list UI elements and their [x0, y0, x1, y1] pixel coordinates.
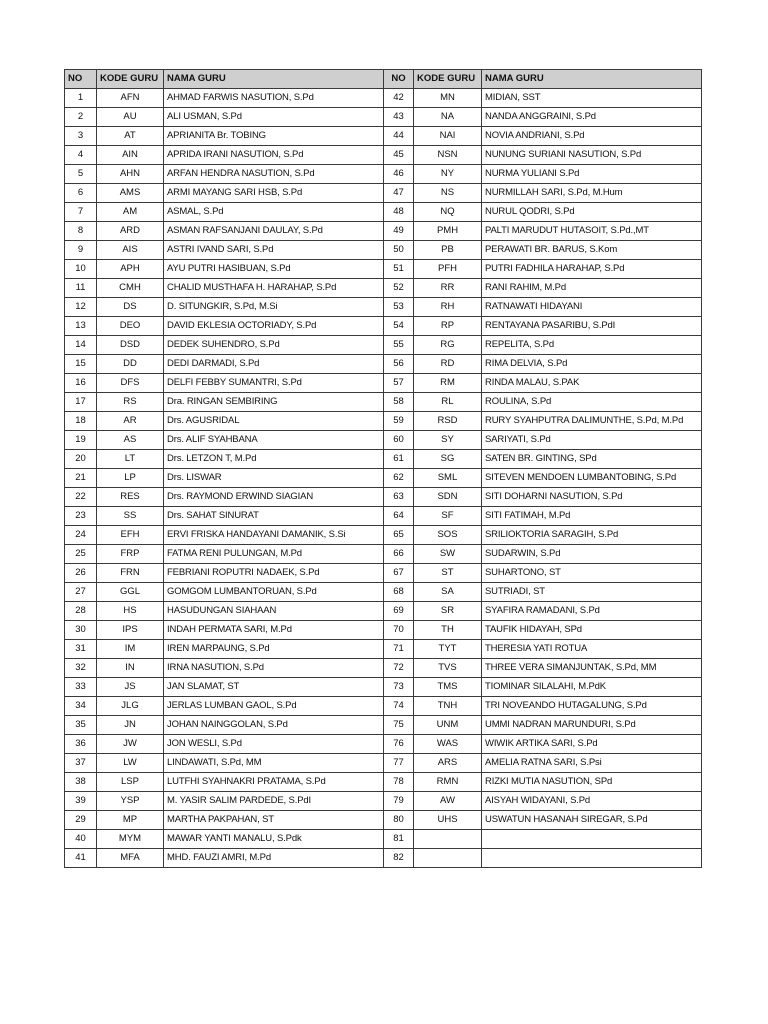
- teacher-code-right: SDN: [414, 488, 482, 507]
- row-number-right: 62: [384, 469, 414, 488]
- table-row: [65, 469, 702, 488]
- header-kode-guru-left: KODE GURU: [97, 70, 164, 89]
- teacher-name-left: FATMA RENI PULUNGAN, M.Pd: [164, 545, 384, 564]
- row-number-right: 46: [384, 165, 414, 184]
- row-number-left: 7: [65, 203, 97, 222]
- table-row: [65, 279, 702, 298]
- teacher-name-left: Drs. LISWAR: [164, 469, 384, 488]
- teacher-code-right: TNH: [414, 697, 482, 716]
- row-number-left: 31: [65, 640, 97, 659]
- teacher-name-left: DELFI FEBBY SUMANTRI, S.Pd: [164, 374, 384, 393]
- table-header: [65, 70, 702, 89]
- row-number-left: 1: [65, 89, 97, 108]
- teacher-code-left: FRP: [97, 545, 164, 564]
- teacher-code-right: SG: [414, 450, 482, 469]
- teacher-code-right: UHS: [414, 811, 482, 830]
- header-nama-guru-right: NAMA GURU: [482, 70, 702, 89]
- row-number-right: 66: [384, 545, 414, 564]
- row-number-left: 36: [65, 735, 97, 754]
- teacher-name-left: FEBRIANI ROPUTRI NADAEK, S.Pd: [164, 564, 384, 583]
- table-row: [65, 260, 702, 279]
- teacher-code-left: AS: [97, 431, 164, 450]
- row-number-right: 44: [384, 127, 414, 146]
- table-row: [65, 184, 702, 203]
- teacher-code-left: MP: [97, 811, 164, 830]
- teacher-name-right: RATNAWATI HIDAYANI: [482, 298, 702, 317]
- teacher-code-right: NY: [414, 165, 482, 184]
- teacher-code-right: WAS: [414, 735, 482, 754]
- teacher-name-left: Dra. RINGAN SEMBIRING: [164, 393, 384, 412]
- teacher-name-left: ARMI MAYANG SARI HSB, S.Pd: [164, 184, 384, 203]
- teacher-code-right: ST: [414, 564, 482, 583]
- teacher-name-right: TIOMINAR SILALAHI, M.PdK: [482, 678, 702, 697]
- teacher-name-right: WIWIK ARTIKA SARI, S.Pd: [482, 735, 702, 754]
- teacher-name-right: NURMA YULIANI S.Pd: [482, 165, 702, 184]
- row-number-right: 52: [384, 279, 414, 298]
- table-row: [65, 108, 702, 127]
- teacher-code-left: YSP: [97, 792, 164, 811]
- table-row: [65, 697, 702, 716]
- teacher-name-right: AMELIA RATNA SARI, S.Psi: [482, 754, 702, 773]
- teacher-name-left: ALI USMAN, S.Pd: [164, 108, 384, 127]
- teacher-code-right: RD: [414, 355, 482, 374]
- table-row: [65, 659, 702, 678]
- row-number-left: 24: [65, 526, 97, 545]
- row-number-right: 74: [384, 697, 414, 716]
- teacher-name-right: RANI RAHIM, M.Pd: [482, 279, 702, 298]
- teacher-name-left: Drs. RAYMOND ERWIND SIAGIAN: [164, 488, 384, 507]
- teacher-name-right: NURUL QODRI, S.Pd: [482, 203, 702, 222]
- teacher-name-right: THERESIA YATI ROTUA: [482, 640, 702, 659]
- table-row: [65, 678, 702, 697]
- teacher-code-left: AT: [97, 127, 164, 146]
- row-number-left: 19: [65, 431, 97, 450]
- row-number-right: 67: [384, 564, 414, 583]
- teacher-code-left: AU: [97, 108, 164, 127]
- teacher-name-right: SITEVEN MENDOEN LUMBANTOBING, S.Pd: [482, 469, 702, 488]
- teacher-code-right: UNM: [414, 716, 482, 735]
- row-number-left: 14: [65, 336, 97, 355]
- table-row: [65, 355, 702, 374]
- row-number-right: 50: [384, 241, 414, 260]
- teacher-name-right: ROULINA, S.Pd: [482, 393, 702, 412]
- row-number-left: 2: [65, 108, 97, 127]
- table-row: [65, 203, 702, 222]
- row-number-left: 10: [65, 260, 97, 279]
- header-no-right: NO: [384, 70, 414, 89]
- teacher-name-left: Drs. SAHAT SINURAT: [164, 507, 384, 526]
- row-number-left: 38: [65, 773, 97, 792]
- row-number-right: 68: [384, 583, 414, 602]
- row-number-right: 58: [384, 393, 414, 412]
- teacher-name-right: REPELITA, S.Pd: [482, 336, 702, 355]
- teacher-name-right: SARIYATI, S.Pd: [482, 431, 702, 450]
- table-row: [65, 735, 702, 754]
- teacher-code-right: SA: [414, 583, 482, 602]
- teacher-name-right: PALTI MARUDUT HUTASOIT, S.Pd.,MT: [482, 222, 702, 241]
- teacher-code-left: AIN: [97, 146, 164, 165]
- row-number-left: 35: [65, 716, 97, 735]
- table-row: [65, 773, 702, 792]
- row-number-left: 25: [65, 545, 97, 564]
- teacher-name-right: SITI DOHARNI NASUTION, S.Pd: [482, 488, 702, 507]
- teacher-name-left: LINDAWATI, S.Pd, MM: [164, 754, 384, 773]
- teacher-code-left: JW: [97, 735, 164, 754]
- row-number-right: 82: [384, 849, 414, 868]
- teacher-name-right: [482, 830, 702, 849]
- row-number-left: 34: [65, 697, 97, 716]
- teacher-code-right: PB: [414, 241, 482, 260]
- table-row: [65, 374, 702, 393]
- table-row: [65, 146, 702, 165]
- teacher-code-right: ARS: [414, 754, 482, 773]
- table-row: [65, 450, 702, 469]
- teacher-name-right: RURY SYAHPUTRA DALIMUNTHE, S.Pd, M.Pd: [482, 412, 702, 431]
- table-row: [65, 336, 702, 355]
- row-number-right: 49: [384, 222, 414, 241]
- table-row: [65, 716, 702, 735]
- teacher-code-right: [414, 830, 482, 849]
- teacher-name-left: M. YASIR SALIM PARDEDE, S.PdI: [164, 792, 384, 811]
- row-number-left: 26: [65, 564, 97, 583]
- row-number-left: 29: [65, 811, 97, 830]
- row-number-left: 33: [65, 678, 97, 697]
- teacher-code-right: SML: [414, 469, 482, 488]
- teacher-code-left: IPS: [97, 621, 164, 640]
- row-number-left: 15: [65, 355, 97, 374]
- row-number-left: 22: [65, 488, 97, 507]
- teacher-name-left: CHALID MUSTHAFA H. HARAHAP, S.Pd: [164, 279, 384, 298]
- row-number-right: 79: [384, 792, 414, 811]
- row-number-left: 13: [65, 317, 97, 336]
- teacher-code-left: AHN: [97, 165, 164, 184]
- teacher-name-right: TAUFIK HIDAYAH, SPd: [482, 621, 702, 640]
- header-row: [65, 70, 702, 89]
- teacher-code-left: LW: [97, 754, 164, 773]
- row-number-right: 72: [384, 659, 414, 678]
- teacher-name-right: USWATUN HASANAH SIREGAR, S.Pd: [482, 811, 702, 830]
- teacher-code-right: RG: [414, 336, 482, 355]
- row-number-right: 42: [384, 89, 414, 108]
- table-row: [65, 165, 702, 184]
- teacher-code-left: FRN: [97, 564, 164, 583]
- teacher-name-right: RENTAYANA PASARIBU, S.PdI: [482, 317, 702, 336]
- teacher-code-right: NS: [414, 184, 482, 203]
- table-row: [65, 222, 702, 241]
- row-number-right: 76: [384, 735, 414, 754]
- teacher-name-left: HASUDUNGAN SIAHAAN: [164, 602, 384, 621]
- row-number-right: 48: [384, 203, 414, 222]
- row-number-right: 43: [384, 108, 414, 127]
- teacher-code-right: RH: [414, 298, 482, 317]
- row-number-left: 28: [65, 602, 97, 621]
- teacher-code-left: LT: [97, 450, 164, 469]
- row-number-right: 53: [384, 298, 414, 317]
- teacher-name-left: JON WESLI, S.Pd: [164, 735, 384, 754]
- row-number-right: 69: [384, 602, 414, 621]
- row-number-right: 55: [384, 336, 414, 355]
- teacher-code-left: APH: [97, 260, 164, 279]
- row-number-left: 8: [65, 222, 97, 241]
- teacher-code-left: JS: [97, 678, 164, 697]
- teacher-code-left: HS: [97, 602, 164, 621]
- teacher-code-right: RSD: [414, 412, 482, 431]
- row-number-left: 30: [65, 621, 97, 640]
- teacher-code-right: RMN: [414, 773, 482, 792]
- row-number-left: 4: [65, 146, 97, 165]
- teacher-name-right: UMMI NADRAN MARUNDURI, S.Pd: [482, 716, 702, 735]
- teacher-name-left: LUTFHI SYAHNAKRI PRATAMA, S.Pd: [164, 773, 384, 792]
- teacher-code-right: RL: [414, 393, 482, 412]
- teacher-name-left: AHMAD FARWIS NASUTION, S.Pd: [164, 89, 384, 108]
- table-row: [65, 412, 702, 431]
- teacher-code-left: IM: [97, 640, 164, 659]
- header-no-left: NO: [65, 70, 97, 89]
- teacher-code-left: DD: [97, 355, 164, 374]
- teacher-code-left: EFH: [97, 526, 164, 545]
- teacher-name-right: NOVIA ANDRIANI, S.Pd: [482, 127, 702, 146]
- teacher-code-right: [414, 849, 482, 868]
- teacher-name-left: JOHAN NAINGGOLAN, S.Pd: [164, 716, 384, 735]
- table-row: [65, 792, 702, 811]
- teacher-name-right: NURMILLAH SARI, S.Pd, M.Hum: [482, 184, 702, 203]
- teacher-code-left: RES: [97, 488, 164, 507]
- teacher-name-left: ARFAN HENDRA NASUTION, S.Pd: [164, 165, 384, 184]
- teacher-name-left: APRIANITA Br. TOBING: [164, 127, 384, 146]
- teacher-name-left: Drs. ALIF SYAHBANA: [164, 431, 384, 450]
- row-number-right: 61: [384, 450, 414, 469]
- teacher-name-right: SRILIOKTORIA SARAGIH, S.Pd: [482, 526, 702, 545]
- teacher-code-right: PMH: [414, 222, 482, 241]
- teacher-code-right: RM: [414, 374, 482, 393]
- teacher-name-left: IREN MARPAUNG, S.Pd: [164, 640, 384, 659]
- teacher-code-right: SOS: [414, 526, 482, 545]
- teacher-name-right: RIMA DELVIA, S.Pd: [482, 355, 702, 374]
- teacher-code-table: [64, 69, 702, 868]
- teacher-code-left: CMH: [97, 279, 164, 298]
- teacher-code-left: RS: [97, 393, 164, 412]
- teacher-name-right: RIZKI MUTIA NASUTION, SPd: [482, 773, 702, 792]
- row-number-left: 39: [65, 792, 97, 811]
- teacher-code-right: AW: [414, 792, 482, 811]
- row-number-left: 41: [65, 849, 97, 868]
- row-number-right: 57: [384, 374, 414, 393]
- row-number-left: 9: [65, 241, 97, 260]
- teacher-name-right: SUDARWIN, S.Pd: [482, 545, 702, 564]
- teacher-name-left: MAWAR YANTI MANALU, S.Pdk: [164, 830, 384, 849]
- teacher-code-left: LSP: [97, 773, 164, 792]
- teacher-code-left: JLG: [97, 697, 164, 716]
- table-row: [65, 564, 702, 583]
- teacher-name-left: JAN SLAMAT, ST: [164, 678, 384, 697]
- teacher-code-right: MN: [414, 89, 482, 108]
- teacher-code-left: IN: [97, 659, 164, 678]
- row-number-right: 73: [384, 678, 414, 697]
- teacher-code-right: NSN: [414, 146, 482, 165]
- table-row: [65, 621, 702, 640]
- teacher-name-left: DEDI DARMADI, S.Pd: [164, 355, 384, 374]
- teacher-code-right: TMS: [414, 678, 482, 697]
- row-number-right: 56: [384, 355, 414, 374]
- teacher-code-right: RP: [414, 317, 482, 336]
- row-number-right: 70: [384, 621, 414, 640]
- row-number-left: 17: [65, 393, 97, 412]
- teacher-code-left: DEO: [97, 317, 164, 336]
- teacher-name-right: SUTRIADI, ST: [482, 583, 702, 602]
- row-number-left: 32: [65, 659, 97, 678]
- teacher-name-right: NANDA ANGGRAINI, S.Pd: [482, 108, 702, 127]
- teacher-name-left: Drs. LETZON T, M.Pd: [164, 450, 384, 469]
- row-number-left: 5: [65, 165, 97, 184]
- teacher-code-left: AFN: [97, 89, 164, 108]
- teacher-name-right: RINDA MALAU, S.PAK: [482, 374, 702, 393]
- row-number-right: 65: [384, 526, 414, 545]
- row-number-right: 45: [384, 146, 414, 165]
- teacher-name-right: TRI NOVEANDO HUTAGALUNG, S.Pd: [482, 697, 702, 716]
- row-number-right: 54: [384, 317, 414, 336]
- teacher-name-right: SYAFIRA RAMADANI, S.Pd: [482, 602, 702, 621]
- row-number-right: 64: [384, 507, 414, 526]
- teacher-name-left: Drs. AGUSRIDAL: [164, 412, 384, 431]
- table-row: [65, 811, 702, 830]
- teacher-code-left: MFA: [97, 849, 164, 868]
- teacher-code-right: SR: [414, 602, 482, 621]
- teacher-code-right: RR: [414, 279, 482, 298]
- table-row: [65, 640, 702, 659]
- teacher-code-right: PFH: [414, 260, 482, 279]
- teacher-name-left: DAVID EKLESIA OCTORIADY, S.Pd: [164, 317, 384, 336]
- table-row: [65, 431, 702, 450]
- table-row: [65, 298, 702, 317]
- table-row: [65, 602, 702, 621]
- teacher-name-left: MARTHA PAKPAHAN, ST: [164, 811, 384, 830]
- teacher-code-left: ARD: [97, 222, 164, 241]
- teacher-code-left: DFS: [97, 374, 164, 393]
- row-number-right: 81: [384, 830, 414, 849]
- row-number-right: 63: [384, 488, 414, 507]
- teacher-code-right: TH: [414, 621, 482, 640]
- row-number-right: 71: [384, 640, 414, 659]
- row-number-left: 37: [65, 754, 97, 773]
- table-row: [65, 393, 702, 412]
- header-kode-guru-right: KODE GURU: [414, 70, 482, 89]
- teacher-code-right: SY: [414, 431, 482, 450]
- row-number-left: 18: [65, 412, 97, 431]
- row-number-right: 60: [384, 431, 414, 450]
- teacher-code-left: LP: [97, 469, 164, 488]
- teacher-name-left: INDAH PERMATA SARI, M.Pd: [164, 621, 384, 640]
- row-number-right: 59: [384, 412, 414, 431]
- teacher-name-right: AISYAH WIDAYANI, S.Pd: [482, 792, 702, 811]
- teacher-name-left: GOMGOM LUMBANTORUAN, S.Pd: [164, 583, 384, 602]
- row-number-right: 77: [384, 754, 414, 773]
- teacher-name-right: NUNUNG SURIANI NASUTION, S.Pd: [482, 146, 702, 165]
- teacher-code-right: NAI: [414, 127, 482, 146]
- teacher-code-right: NQ: [414, 203, 482, 222]
- row-number-left: 27: [65, 583, 97, 602]
- table-row: [65, 583, 702, 602]
- teacher-code-left: AR: [97, 412, 164, 431]
- row-number-right: 80: [384, 811, 414, 830]
- teacher-code-left: MYM: [97, 830, 164, 849]
- teacher-name-left: ERVI FRISKA HANDAYANI DAMANIK, S.Si: [164, 526, 384, 545]
- teacher-name-left: ASMAN RAFSANJANI DAULAY, S.Pd: [164, 222, 384, 241]
- row-number-left: 20: [65, 450, 97, 469]
- row-number-left: 12: [65, 298, 97, 317]
- table-row: [65, 507, 702, 526]
- row-number-left: 23: [65, 507, 97, 526]
- teacher-code-left: JN: [97, 716, 164, 735]
- row-number-left: 21: [65, 469, 97, 488]
- table-row: [65, 241, 702, 260]
- teacher-name-right: SUHARTONO, ST: [482, 564, 702, 583]
- teacher-name-right: PERAWATI BR. BARUS, S.Kom: [482, 241, 702, 260]
- teacher-name-left: DEDEK SUHENDRO, S.Pd: [164, 336, 384, 355]
- table-row: [65, 526, 702, 545]
- table-row: [65, 754, 702, 773]
- table-row: [65, 545, 702, 564]
- table-body: [65, 89, 702, 868]
- teacher-name-left: JERLAS LUMBAN GAOL, S.Pd: [164, 697, 384, 716]
- teacher-code-left: SS: [97, 507, 164, 526]
- teacher-name-right: PUTRI FADHILA HARAHAP, S.Pd: [482, 260, 702, 279]
- row-number-right: 78: [384, 773, 414, 792]
- teacher-name-left: AYU PUTRI HASIBUAN, S.Pd: [164, 260, 384, 279]
- row-number-right: 47: [384, 184, 414, 203]
- teacher-name-left: IRNA NASUTION, S.Pd: [164, 659, 384, 678]
- table-row: [65, 830, 702, 849]
- teacher-name-right: MIDIAN, SST: [482, 89, 702, 108]
- teacher-code-left: DS: [97, 298, 164, 317]
- table-row: [65, 127, 702, 146]
- teacher-code-right: TYT: [414, 640, 482, 659]
- teacher-code-left: AM: [97, 203, 164, 222]
- teacher-name-left: ASTRI IVAND SARI, S.Pd: [164, 241, 384, 260]
- teacher-code-right: SW: [414, 545, 482, 564]
- table-row: [65, 89, 702, 108]
- teacher-code-right: TVS: [414, 659, 482, 678]
- table-row: [65, 317, 702, 336]
- teacher-code-left: DSD: [97, 336, 164, 355]
- teacher-code-left: GGL: [97, 583, 164, 602]
- teacher-name-right: SATEN BR. GINTING, SPd: [482, 450, 702, 469]
- teacher-name-left: D. SITUNGKIR, S.Pd, M.Si: [164, 298, 384, 317]
- row-number-left: 11: [65, 279, 97, 298]
- table-row: [65, 849, 702, 868]
- row-number-left: 6: [65, 184, 97, 203]
- row-number-left: 3: [65, 127, 97, 146]
- teacher-name-left: ASMAL, S.Pd: [164, 203, 384, 222]
- teacher-name-left: APRIDA IRANI NASUTION, S.Pd: [164, 146, 384, 165]
- header-nama-guru-left: NAMA GURU: [164, 70, 384, 89]
- row-number-right: 51: [384, 260, 414, 279]
- teacher-name-right: SITI FATIMAH, M.Pd: [482, 507, 702, 526]
- teacher-code-right: SF: [414, 507, 482, 526]
- teacher-code-left: AMS: [97, 184, 164, 203]
- row-number-left: 16: [65, 374, 97, 393]
- teacher-name-right: THREE VERA SIMANJUNTAK, S.Pd, MM: [482, 659, 702, 678]
- row-number-left: 40: [65, 830, 97, 849]
- table-row: [65, 488, 702, 507]
- teacher-code-left: AIS: [97, 241, 164, 260]
- teacher-code-right: NA: [414, 108, 482, 127]
- row-number-right: 75: [384, 716, 414, 735]
- teacher-name-left: MHD. FAUZI AMRI, M.Pd: [164, 849, 384, 868]
- teacher-name-right: [482, 849, 702, 868]
